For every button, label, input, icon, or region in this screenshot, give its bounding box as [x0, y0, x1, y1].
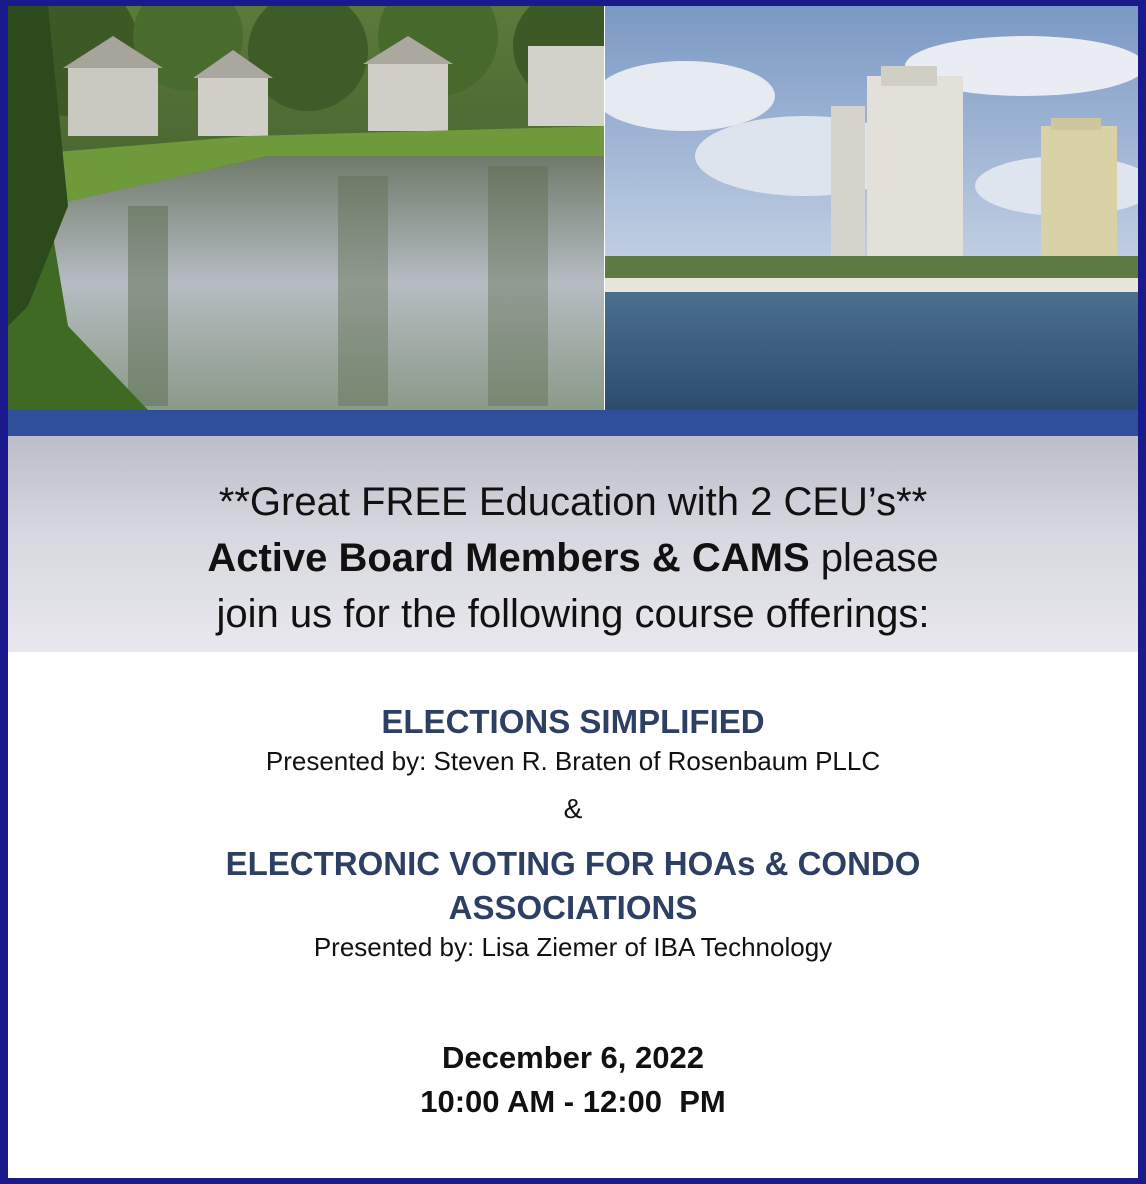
course-title-voting-line1: ELECTRONIC VOTING FOR HOAs & CONDO: [225, 845, 921, 882]
intro-banner: [8, 436, 1138, 652]
accent-bar: [8, 410, 1138, 436]
course-title-elections: ELECTIONS SIMPLIFIED: [381, 703, 765, 740]
course-list: [8, 652, 1138, 1124]
presenter-voting: Presented by: Lisa Ziemer of IBA Technology: [313, 932, 833, 962]
course-title-voting-line2: ASSOCIATIONS: [448, 889, 698, 926]
audience-rest: please: [809, 536, 939, 580]
audience-bold: Active Board Members & CAMS: [207, 536, 810, 580]
event-time: 10:00 AM - 12:00 PM: [420, 1084, 726, 1119]
audience-line: [8, 530, 1138, 586]
invite-line: join us for the following course offerings:: [216, 592, 930, 636]
free-education-headline: **Great FREE Education with 2 CEU’s**: [218, 480, 928, 524]
lake-homes-photo: [8, 6, 604, 410]
flyer: [8, 6, 1138, 1178]
event-date: December 6, 2022: [442, 1040, 704, 1075]
header-photos: [8, 6, 1138, 410]
beach-towers-photo: [605, 6, 1138, 410]
course-separator: &: [563, 793, 583, 824]
presenter-elections: Presented by: Steven R. Braten of Rosenbaum PLLC: [265, 746, 881, 776]
